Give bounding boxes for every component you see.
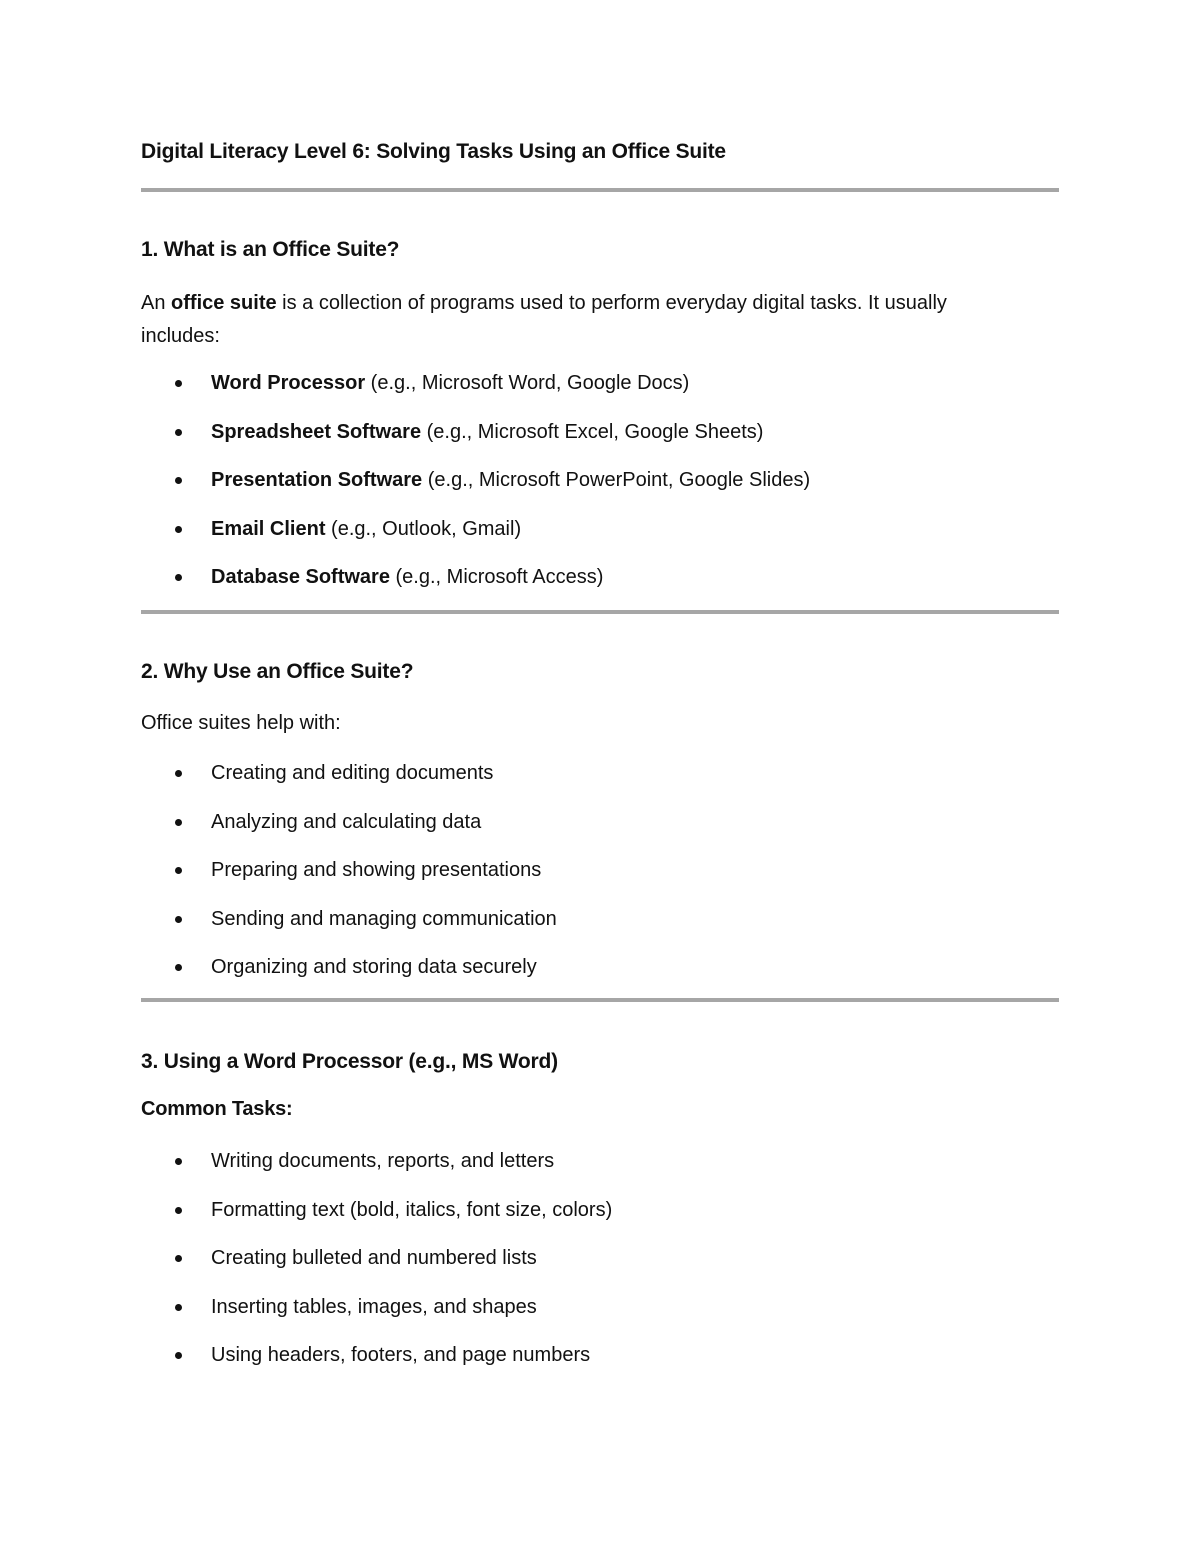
list-item-text: Using headers, footers, and page numbers (211, 1344, 591, 1367)
bullet-icon (175, 1352, 182, 1359)
list-item (141, 857, 557, 906)
list-item-text: (e.g., Microsoft Word, Google Docs) (365, 372, 690, 394)
list-item-text: (e.g., Microsoft PowerPoint, Google Slides) (422, 469, 811, 492)
bullet-icon (175, 380, 182, 387)
bullet-icon (175, 1158, 182, 1165)
word-processor-tasks-list (141, 1148, 612, 1391)
list-item (141, 370, 810, 419)
list-item-text: Analyzing and calculating data (211, 810, 482, 833)
bullet-icon (175, 1304, 182, 1311)
list-item-bold: Presentation Software (211, 469, 423, 492)
list-item-text: Sending and managing communication (211, 907, 557, 930)
list-item (141, 467, 810, 516)
section-heading-using-word-processor: 3. Using a Word Processor (e.g., MS Word) (141, 1050, 558, 1073)
horizontal-rule (141, 998, 1059, 1002)
intro-text: is a collection of programs used to perform everyday digital tasks. It usually includes: (141, 292, 947, 347)
section-heading-why-use-office-suite: 2. Why Use an Office Suite? (141, 660, 414, 683)
intro-bold-term: office suite (171, 292, 277, 314)
bullet-icon (175, 916, 182, 923)
list-item (141, 809, 557, 858)
list-item-text: (e.g., Microsoft Access) (389, 566, 604, 589)
list-item-bold: Spreadsheet Software (211, 420, 422, 443)
bullet-icon (175, 477, 182, 484)
list-item (141, 419, 810, 468)
list-item-text: (e.g., Microsoft Excel, Google Sheets) (421, 420, 764, 443)
list-item (141, 1245, 612, 1294)
list-item (141, 1294, 612, 1343)
common-tasks-subheading: Common Tasks: (141, 1098, 293, 1120)
bullet-icon (175, 867, 182, 874)
office-suite-components-list (141, 370, 810, 613)
bullet-icon (175, 819, 182, 826)
list-item-text: Inserting tables, images, and shapes (211, 1295, 537, 1318)
section-heading-what-is-office-suite: 1. What is an Office Suite? (141, 238, 400, 261)
list-item (141, 1342, 612, 1391)
bullet-icon (175, 574, 182, 581)
bullet-icon (175, 964, 182, 971)
horizontal-rule (141, 188, 1059, 192)
list-item-text: Organizing and storing data securely (211, 956, 537, 979)
list-item-bold: Word Processor (211, 372, 366, 394)
list-item (141, 516, 810, 565)
list-item (141, 1148, 612, 1197)
bullet-icon (175, 526, 182, 533)
list-item-text: (e.g., Outlook, Gmail) (325, 517, 522, 540)
list-item (141, 1197, 612, 1246)
list-item-text: Creating bulleted and numbered lists (211, 1247, 537, 1270)
horizontal-rule (141, 610, 1059, 614)
office-suite-benefits-list (141, 760, 557, 1003)
bullet-icon (175, 429, 182, 436)
list-item (141, 760, 557, 809)
document-title: Digital Literacy Level 6: Solving Tasks Using an Office Suite (141, 140, 726, 163)
list-item (141, 906, 557, 955)
bullet-icon (175, 1255, 182, 1262)
bullet-icon (175, 770, 182, 777)
list-item-text: Formatting text (bold, italics, font size, colors) (211, 1198, 613, 1221)
list-item (141, 954, 557, 1003)
section-intro-paragraph (141, 287, 1021, 353)
intro-text: An (141, 292, 172, 314)
list-item-bold: Database Software (211, 566, 390, 589)
list-item-text: Creating and editing documents (211, 762, 494, 784)
list-item-bold: Email Client (211, 517, 326, 540)
list-item (141, 564, 810, 613)
section-intro-paragraph: Office suites help with: (141, 712, 341, 734)
list-item-text: Writing documents, reports, and letters (211, 1150, 555, 1172)
bullet-icon (175, 1207, 182, 1214)
list-item-text: Preparing and showing presentations (211, 859, 542, 882)
